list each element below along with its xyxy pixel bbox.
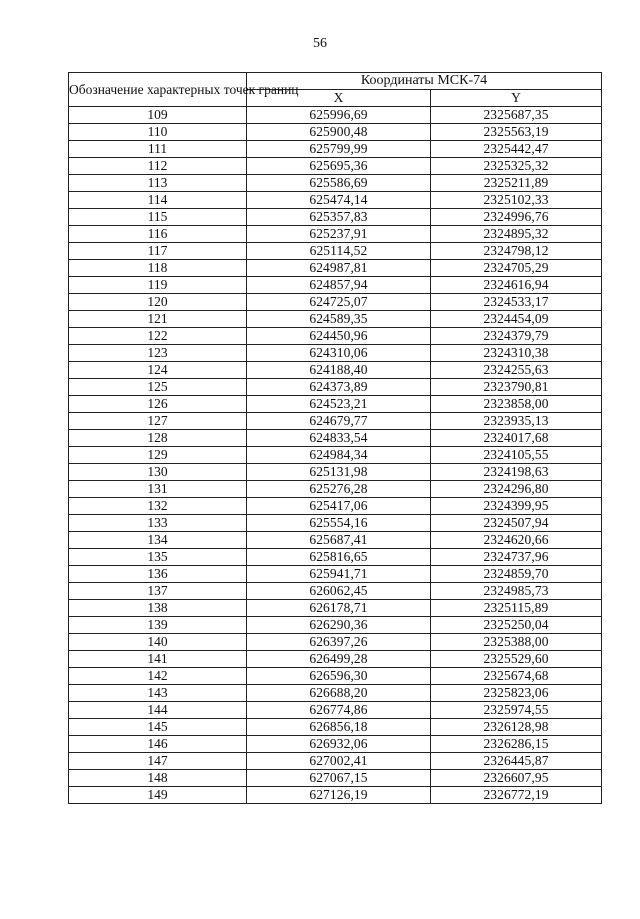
table-row <box>69 549 602 566</box>
y-coordinate-cell: 2325529,60 <box>431 651 602 668</box>
y-coordinate-cell: 2324859,70 <box>431 566 602 583</box>
point-cell: 125 <box>69 379 247 396</box>
x-coordinate-cell: 627002,41 <box>247 753 431 770</box>
x-coordinate-cell: 625816,65 <box>247 549 431 566</box>
table-row <box>69 634 602 651</box>
x-coordinate-cell: 624987,81 <box>247 260 431 277</box>
point-cell: 145 <box>69 719 247 736</box>
y-coordinate-cell: 2324255,63 <box>431 362 602 379</box>
x-coordinate-cell: 625131,98 <box>247 464 431 481</box>
table-row <box>69 345 602 362</box>
x-coordinate-cell: 625586,69 <box>247 175 431 192</box>
x-coordinate-cell: 625996,69 <box>247 107 431 124</box>
y-coordinate-cell: 2324996,76 <box>431 209 602 226</box>
x-coordinate-cell: 626774,86 <box>247 702 431 719</box>
x-coordinate-cell: 626856,18 <box>247 719 431 736</box>
table-row <box>69 702 602 719</box>
y-coordinate-cell: 2324798,12 <box>431 243 602 260</box>
table-row <box>69 753 602 770</box>
point-cell: 110 <box>69 124 247 141</box>
x-coordinate-cell: 624984,34 <box>247 447 431 464</box>
point-cell: 116 <box>69 226 247 243</box>
table-body <box>69 107 602 804</box>
table-row <box>69 566 602 583</box>
y-coordinate-cell: 2324620,66 <box>431 532 602 549</box>
table-row <box>69 243 602 260</box>
table-row <box>69 413 602 430</box>
header-coordinates-system: Координаты МСК-74 <box>247 73 602 90</box>
x-coordinate-cell: 627067,15 <box>247 770 431 787</box>
x-coordinate-cell: 624450,96 <box>247 328 431 345</box>
x-coordinate-cell: 625695,36 <box>247 158 431 175</box>
table-row <box>69 668 602 685</box>
table-row <box>69 464 602 481</box>
header-row-top <box>69 73 602 90</box>
point-cell: 123 <box>69 345 247 362</box>
table-row <box>69 617 602 634</box>
point-cell: 143 <box>69 685 247 702</box>
x-coordinate-cell: 626596,30 <box>247 668 431 685</box>
table-row <box>69 175 602 192</box>
point-cell: 112 <box>69 158 247 175</box>
point-cell: 122 <box>69 328 247 345</box>
x-coordinate-cell: 625276,28 <box>247 481 431 498</box>
y-coordinate-cell: 2326445,87 <box>431 753 602 770</box>
table-row <box>69 192 602 209</box>
y-coordinate-cell: 2326128,98 <box>431 719 602 736</box>
point-cell: 128 <box>69 430 247 447</box>
point-cell: 142 <box>69 668 247 685</box>
table-row <box>69 447 602 464</box>
x-coordinate-cell: 625417,06 <box>247 498 431 515</box>
y-coordinate-cell: 2325325,32 <box>431 158 602 175</box>
y-coordinate-cell: 2324379,79 <box>431 328 602 345</box>
x-coordinate-cell: 626688,20 <box>247 685 431 702</box>
y-coordinate-cell: 2325442,47 <box>431 141 602 158</box>
x-coordinate-cell: 625900,48 <box>247 124 431 141</box>
point-cell: 144 <box>69 702 247 719</box>
table-row <box>69 209 602 226</box>
point-cell: 141 <box>69 651 247 668</box>
y-coordinate-cell: 2325674,68 <box>431 668 602 685</box>
x-coordinate-cell: 625114,52 <box>247 243 431 260</box>
table-row <box>69 583 602 600</box>
table-row <box>69 277 602 294</box>
y-coordinate-cell: 2324985,73 <box>431 583 602 600</box>
x-coordinate-cell: 624679,77 <box>247 413 431 430</box>
y-coordinate-cell: 2325687,35 <box>431 107 602 124</box>
table-row <box>69 328 602 345</box>
table-row <box>69 600 602 617</box>
y-coordinate-cell: 2324105,55 <box>431 447 602 464</box>
table-row <box>69 787 602 804</box>
y-coordinate-cell: 2325563,19 <box>431 124 602 141</box>
point-cell: 117 <box>69 243 247 260</box>
y-coordinate-cell: 2326286,15 <box>431 736 602 753</box>
x-coordinate-cell: 626932,06 <box>247 736 431 753</box>
point-cell: 127 <box>69 413 247 430</box>
y-coordinate-cell: 2323858,00 <box>431 396 602 413</box>
y-coordinate-cell: 2325211,89 <box>431 175 602 192</box>
point-cell: 138 <box>69 600 247 617</box>
table-row <box>69 379 602 396</box>
x-coordinate-cell: 625799,99 <box>247 141 431 158</box>
table-row <box>69 430 602 447</box>
y-coordinate-cell: 2324454,09 <box>431 311 602 328</box>
point-cell: 131 <box>69 481 247 498</box>
table-row <box>69 294 602 311</box>
y-coordinate-cell: 2325250,04 <box>431 617 602 634</box>
table-row <box>69 515 602 532</box>
point-cell: 133 <box>69 515 247 532</box>
x-coordinate-cell: 626178,71 <box>247 600 431 617</box>
point-cell: 140 <box>69 634 247 651</box>
point-cell: 124 <box>69 362 247 379</box>
x-coordinate-cell: 625687,41 <box>247 532 431 549</box>
y-coordinate-cell: 2324895,32 <box>431 226 602 243</box>
x-coordinate-cell: 625357,83 <box>247 209 431 226</box>
point-cell: 115 <box>69 209 247 226</box>
y-coordinate-cell: 2324616,94 <box>431 277 602 294</box>
x-coordinate-cell: 626290,36 <box>247 617 431 634</box>
point-cell: 136 <box>69 566 247 583</box>
x-coordinate-cell: 625237,91 <box>247 226 431 243</box>
table-row <box>69 498 602 515</box>
table-row <box>69 396 602 413</box>
y-coordinate-cell: 2325823,06 <box>431 685 602 702</box>
point-cell: 119 <box>69 277 247 294</box>
point-cell: 139 <box>69 617 247 634</box>
y-coordinate-cell: 2323935,13 <box>431 413 602 430</box>
x-coordinate-cell: 624373,89 <box>247 379 431 396</box>
y-coordinate-cell: 2326772,19 <box>431 787 602 804</box>
table-row <box>69 719 602 736</box>
y-coordinate-cell: 2324737,96 <box>431 549 602 566</box>
y-coordinate-cell: 2324705,29 <box>431 260 602 277</box>
x-coordinate-cell: 624589,35 <box>247 311 431 328</box>
table-row <box>69 651 602 668</box>
y-coordinate-cell: 2324017,68 <box>431 430 602 447</box>
x-coordinate-cell: 626499,28 <box>247 651 431 668</box>
x-coordinate-cell: 624188,40 <box>247 362 431 379</box>
x-coordinate-cell: 625941,71 <box>247 566 431 583</box>
x-coordinate-cell: 626397,26 <box>247 634 431 651</box>
y-coordinate-cell: 2324310,38 <box>431 345 602 362</box>
table-row <box>69 141 602 158</box>
point-cell: 148 <box>69 770 247 787</box>
point-cell: 114 <box>69 192 247 209</box>
point-cell: 121 <box>69 311 247 328</box>
point-cell: 134 <box>69 532 247 549</box>
y-coordinate-cell: 2325388,00 <box>431 634 602 651</box>
y-coordinate-cell: 2324198,63 <box>431 464 602 481</box>
point-cell: 120 <box>69 294 247 311</box>
x-coordinate-cell: 626062,45 <box>247 583 431 600</box>
table-row <box>69 226 602 243</box>
point-cell: 113 <box>69 175 247 192</box>
table-row <box>69 736 602 753</box>
header-x: X <box>247 90 431 107</box>
x-coordinate-cell: 624523,21 <box>247 396 431 413</box>
point-cell: 126 <box>69 396 247 413</box>
point-cell: 129 <box>69 447 247 464</box>
x-coordinate-cell: 624725,07 <box>247 294 431 311</box>
point-cell: 147 <box>69 753 247 770</box>
table-row <box>69 770 602 787</box>
y-coordinate-cell: 2324507,94 <box>431 515 602 532</box>
page-number: 56 <box>313 36 327 51</box>
point-cell: 149 <box>69 787 247 804</box>
header-y: Y <box>431 90 602 107</box>
y-coordinate-cell: 2324296,80 <box>431 481 602 498</box>
point-cell: 132 <box>69 498 247 515</box>
y-coordinate-cell: 2325102,33 <box>431 192 602 209</box>
table-row <box>69 107 602 124</box>
table-row <box>69 311 602 328</box>
y-coordinate-cell: 2323790,81 <box>431 379 602 396</box>
x-coordinate-cell: 625554,16 <box>247 515 431 532</box>
y-coordinate-cell: 2324399,95 <box>431 498 602 515</box>
table-row <box>69 532 602 549</box>
table-row <box>69 685 602 702</box>
y-coordinate-cell: 2324533,17 <box>431 294 602 311</box>
x-coordinate-cell: 624310,06 <box>247 345 431 362</box>
table-row <box>69 362 602 379</box>
x-coordinate-cell: 627126,19 <box>247 787 431 804</box>
x-coordinate-cell: 625474,14 <box>247 192 431 209</box>
table-row <box>69 260 602 277</box>
point-cell: 137 <box>69 583 247 600</box>
table-header <box>69 73 602 107</box>
table-row <box>69 481 602 498</box>
header-point-designation: Обозначение характерных точек границ <box>69 73 247 107</box>
y-coordinate-cell: 2325974,55 <box>431 702 602 719</box>
x-coordinate-cell: 624833,54 <box>247 430 431 447</box>
point-cell: 109 <box>69 107 247 124</box>
point-cell: 118 <box>69 260 247 277</box>
x-coordinate-cell: 624857,94 <box>247 277 431 294</box>
point-cell: 111 <box>69 141 247 158</box>
point-cell: 130 <box>69 464 247 481</box>
point-cell: 146 <box>69 736 247 753</box>
coordinates-table <box>68 72 602 804</box>
table-row <box>69 158 602 175</box>
table-row <box>69 124 602 141</box>
y-coordinate-cell: 2326607,95 <box>431 770 602 787</box>
point-cell: 135 <box>69 549 247 566</box>
y-coordinate-cell: 2325115,89 <box>431 600 602 617</box>
